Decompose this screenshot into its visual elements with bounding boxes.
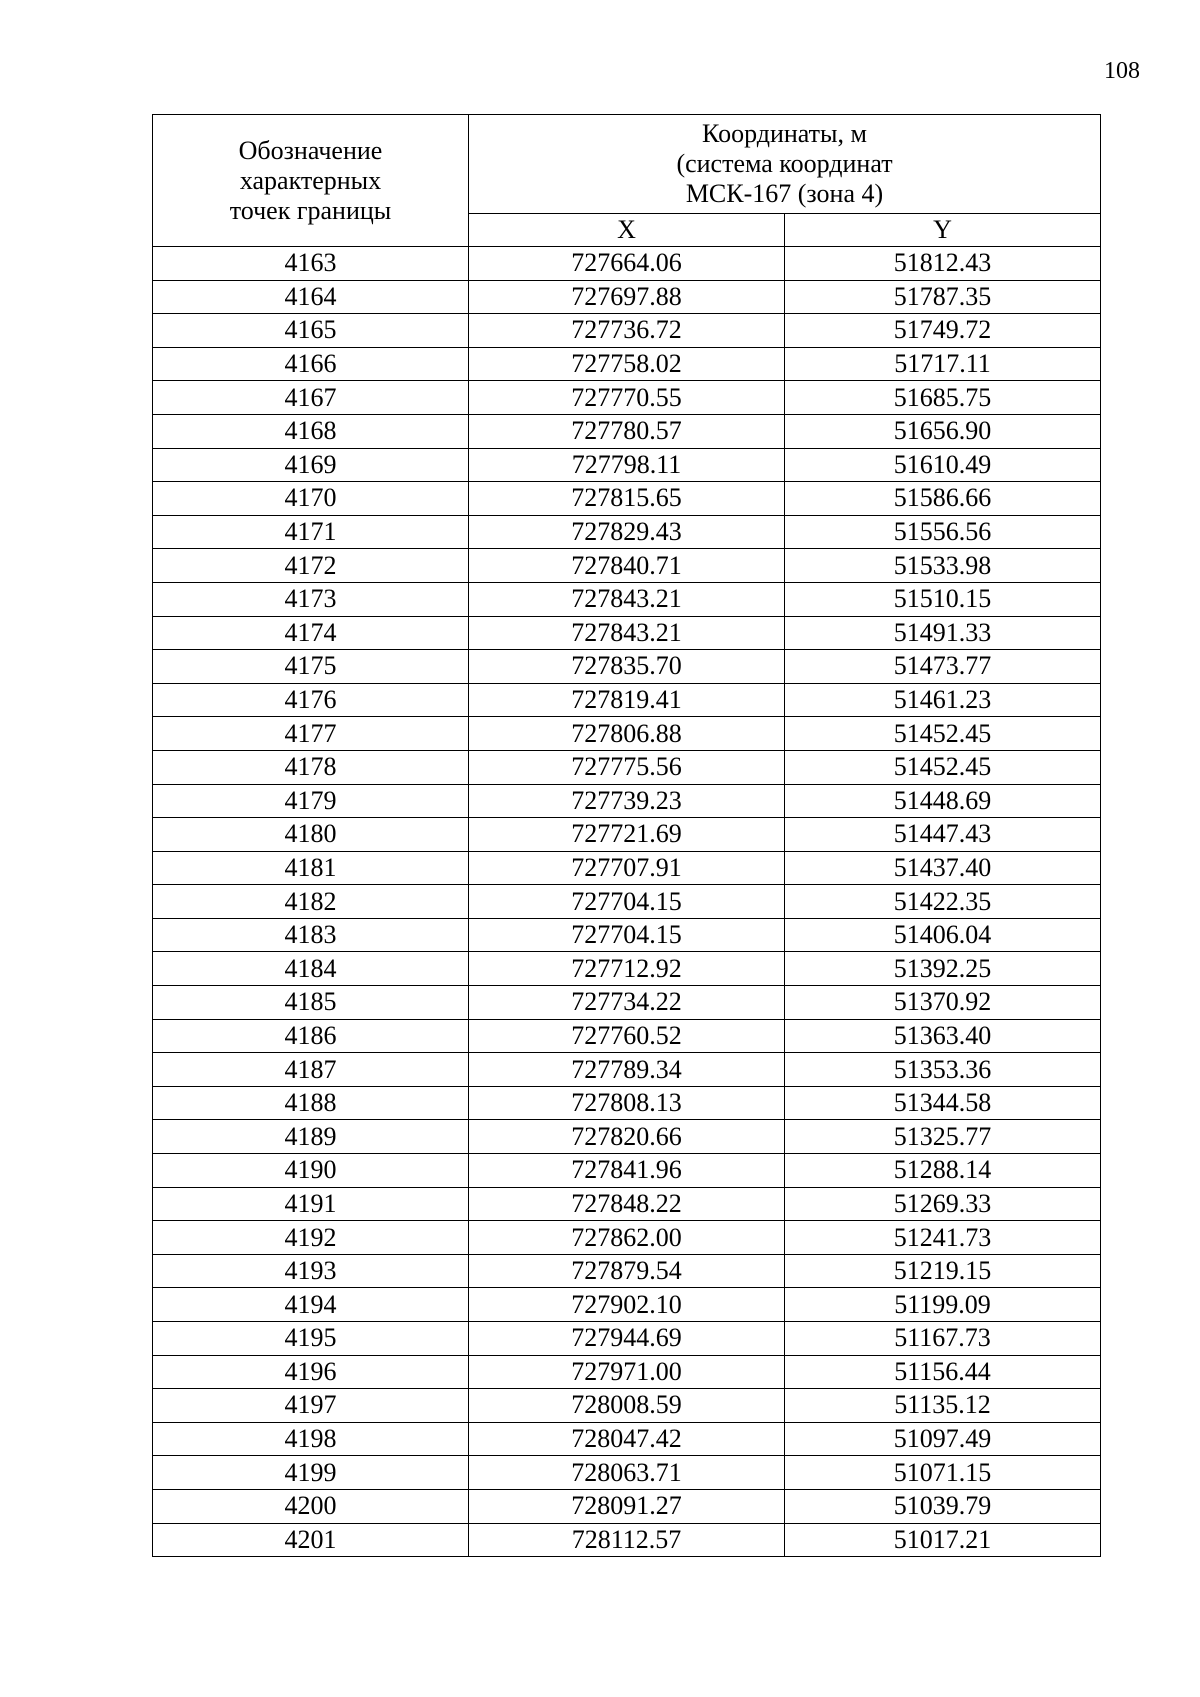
- table-row: [153, 1355, 1101, 1389]
- y-cell: 51325.77: [785, 1120, 1101, 1154]
- y-cell: 51473.77: [785, 650, 1101, 684]
- table-row: [153, 482, 1101, 516]
- point-cell: 4194: [153, 1288, 469, 1322]
- y-cell: 51461.23: [785, 683, 1101, 717]
- point-cell: 4168: [153, 414, 469, 448]
- point-cell: 4201: [153, 1523, 469, 1557]
- table-row: [153, 515, 1101, 549]
- point-cell: 4198: [153, 1422, 469, 1456]
- point-header-line: характерных: [239, 165, 382, 195]
- x-cell: 727862.00: [469, 1221, 785, 1255]
- point-cell: 4192: [153, 1221, 469, 1255]
- x-cell: 727712.92: [469, 952, 785, 986]
- point-cell: 4193: [153, 1254, 469, 1288]
- x-cell: 728112.57: [469, 1523, 785, 1557]
- point-cell: 4188: [153, 1086, 469, 1120]
- x-cell: 727739.23: [469, 784, 785, 818]
- table-row: [153, 1154, 1101, 1188]
- x-cell: 728047.42: [469, 1422, 785, 1456]
- table-row: [153, 549, 1101, 583]
- x-cell: 727806.88: [469, 717, 785, 751]
- x-cell: 727808.13: [469, 1086, 785, 1120]
- coords-header-line: Координаты, м: [702, 119, 867, 148]
- y-cell: 51717.11: [785, 347, 1101, 381]
- table-header: [153, 115, 1101, 247]
- x-cell: 727879.54: [469, 1254, 785, 1288]
- table-row: [153, 1322, 1101, 1356]
- point-cell: 4170: [153, 482, 469, 516]
- table-row: [153, 750, 1101, 784]
- x-cell: 727707.91: [469, 851, 785, 885]
- y-cell: 51685.75: [785, 381, 1101, 415]
- x-cell: 727775.56: [469, 750, 785, 784]
- x-cell: 727704.15: [469, 918, 785, 952]
- x-cell: 727840.71: [469, 549, 785, 583]
- table-row: [153, 1389, 1101, 1423]
- coords-header-line: (система координат: [676, 149, 893, 178]
- coordinates-column-header: [469, 115, 1101, 214]
- x-cell: 727848.22: [469, 1187, 785, 1221]
- point-cell: 4177: [153, 717, 469, 751]
- y-cell: 51787.35: [785, 280, 1101, 314]
- y-cell: 51610.49: [785, 448, 1101, 482]
- y-cell: 51344.58: [785, 1086, 1101, 1120]
- point-cell: 4179: [153, 784, 469, 818]
- table-row: [153, 986, 1101, 1020]
- point-cell: 4165: [153, 314, 469, 348]
- x-cell: 727736.72: [469, 314, 785, 348]
- table-row: [153, 1120, 1101, 1154]
- y-cell: 51452.45: [785, 717, 1101, 751]
- x-cell: 727835.70: [469, 650, 785, 684]
- x-cell: 728008.59: [469, 1389, 785, 1423]
- table-row: [153, 885, 1101, 919]
- table-row: [153, 1456, 1101, 1490]
- point-cell: 4169: [153, 448, 469, 482]
- point-cell: 4186: [153, 1019, 469, 1053]
- point-header-line: Обозначение: [238, 135, 383, 165]
- table-row: [153, 1221, 1101, 1255]
- table-row: [153, 717, 1101, 751]
- x-cell: 727819.41: [469, 683, 785, 717]
- point-cell: 4164: [153, 280, 469, 314]
- point-cell: 4163: [153, 247, 469, 281]
- y-cell: 51219.15: [785, 1254, 1101, 1288]
- point-cell: 4189: [153, 1120, 469, 1154]
- x-cell: 727780.57: [469, 414, 785, 448]
- y-cell: 51452.45: [785, 750, 1101, 784]
- point-cell: 4197: [153, 1389, 469, 1423]
- y-cell: 51135.12: [785, 1389, 1101, 1423]
- table-row: [153, 1187, 1101, 1221]
- table-body: [153, 247, 1101, 1557]
- point-cell: 4174: [153, 616, 469, 650]
- y-cell: 51448.69: [785, 784, 1101, 818]
- x-cell: 727902.10: [469, 1288, 785, 1322]
- y-cell: 51370.92: [785, 986, 1101, 1020]
- table-row: [153, 784, 1101, 818]
- table-row: [153, 1288, 1101, 1322]
- y-cell: 51288.14: [785, 1154, 1101, 1188]
- point-cell: 4181: [153, 851, 469, 885]
- x-cell: 727841.96: [469, 1154, 785, 1188]
- table-row: [153, 1489, 1101, 1523]
- table-row: [153, 1422, 1101, 1456]
- x-cell: 728063.71: [469, 1456, 785, 1490]
- x-cell: 727815.65: [469, 482, 785, 516]
- y-cell: 51406.04: [785, 918, 1101, 952]
- x-cell: 728091.27: [469, 1489, 785, 1523]
- point-column-header: [153, 115, 469, 247]
- x-cell: 727843.21: [469, 582, 785, 616]
- table-row: [153, 347, 1101, 381]
- x-cell: 727820.66: [469, 1120, 785, 1154]
- point-cell: 4195: [153, 1322, 469, 1356]
- x-cell: 727798.11: [469, 448, 785, 482]
- y-cell: 51556.56: [785, 515, 1101, 549]
- y-cell: 51017.21: [785, 1523, 1101, 1557]
- table-row: [153, 381, 1101, 415]
- y-cell: 51422.35: [785, 885, 1101, 919]
- x-cell: 727664.06: [469, 247, 785, 281]
- x-cell: 727843.21: [469, 616, 785, 650]
- y-cell: 51656.90: [785, 414, 1101, 448]
- table-row: [153, 818, 1101, 852]
- table-row: [153, 280, 1101, 314]
- table-row: [153, 683, 1101, 717]
- y-cell: 51510.15: [785, 582, 1101, 616]
- x-cell: 727760.52: [469, 1019, 785, 1053]
- point-cell: 4171: [153, 515, 469, 549]
- page-number: 108: [1104, 58, 1140, 84]
- point-cell: 4185: [153, 986, 469, 1020]
- table-row: [153, 851, 1101, 885]
- y-cell: 51199.09: [785, 1288, 1101, 1322]
- x-cell: 727829.43: [469, 515, 785, 549]
- point-cell: 4196: [153, 1355, 469, 1389]
- coords-header-line: МСК-167 (зона 4): [685, 179, 884, 208]
- y-cell: 51533.98: [785, 549, 1101, 583]
- point-cell: 4191: [153, 1187, 469, 1221]
- y-cell: 51167.73: [785, 1322, 1101, 1356]
- y-cell: 51097.49: [785, 1422, 1101, 1456]
- x-column-header: X: [469, 214, 785, 247]
- coordinates-table: [152, 114, 1101, 1557]
- y-cell: 51353.36: [785, 1053, 1101, 1087]
- y-cell: 51156.44: [785, 1355, 1101, 1389]
- x-cell: 727789.34: [469, 1053, 785, 1087]
- point-cell: 4178: [153, 750, 469, 784]
- point-cell: 4182: [153, 885, 469, 919]
- y-cell: 51586.66: [785, 482, 1101, 516]
- y-cell: 51437.40: [785, 851, 1101, 885]
- x-cell: 727697.88: [469, 280, 785, 314]
- table-row: [153, 582, 1101, 616]
- point-cell: 4200: [153, 1489, 469, 1523]
- table-row: [153, 1019, 1101, 1053]
- y-cell: 51241.73: [785, 1221, 1101, 1255]
- point-cell: 4183: [153, 918, 469, 952]
- y-cell: 51039.79: [785, 1489, 1101, 1523]
- point-cell: 4167: [153, 381, 469, 415]
- y-cell: 51363.40: [785, 1019, 1101, 1053]
- x-cell: 727971.00: [469, 1355, 785, 1389]
- y-cell: 51269.33: [785, 1187, 1101, 1221]
- y-cell: 51071.15: [785, 1456, 1101, 1490]
- y-cell: 51491.33: [785, 616, 1101, 650]
- y-cell: 51749.72: [785, 314, 1101, 348]
- table-row: [153, 1053, 1101, 1087]
- table-row: [153, 616, 1101, 650]
- x-cell: 727758.02: [469, 347, 785, 381]
- y-cell: 51392.25: [785, 952, 1101, 986]
- table-row: [153, 650, 1101, 684]
- point-cell: 4190: [153, 1154, 469, 1188]
- point-cell: 4175: [153, 650, 469, 684]
- table-row: [153, 247, 1101, 281]
- y-cell: 51447.43: [785, 818, 1101, 852]
- point-cell: 4173: [153, 582, 469, 616]
- point-cell: 4176: [153, 683, 469, 717]
- table-row: [153, 1523, 1101, 1557]
- y-column-header: Y: [785, 214, 1101, 247]
- table-row: [153, 414, 1101, 448]
- x-cell: 727770.55: [469, 381, 785, 415]
- table-row: [153, 314, 1101, 348]
- point-cell: 4187: [153, 1053, 469, 1087]
- point-cell: 4172: [153, 549, 469, 583]
- x-cell: 727944.69: [469, 1322, 785, 1356]
- table-row: [153, 952, 1101, 986]
- table-row: [153, 448, 1101, 482]
- x-cell: 727721.69: [469, 818, 785, 852]
- x-cell: 727704.15: [469, 885, 785, 919]
- point-cell: 4166: [153, 347, 469, 381]
- y-cell: 51812.43: [785, 247, 1101, 281]
- point-cell: 4184: [153, 952, 469, 986]
- point-cell: 4180: [153, 818, 469, 852]
- table-row: [153, 1086, 1101, 1120]
- point-header-line: точек границы: [229, 195, 392, 225]
- table-row: [153, 918, 1101, 952]
- table-row: [153, 1254, 1101, 1288]
- point-cell: 4199: [153, 1456, 469, 1490]
- x-cell: 727734.22: [469, 986, 785, 1020]
